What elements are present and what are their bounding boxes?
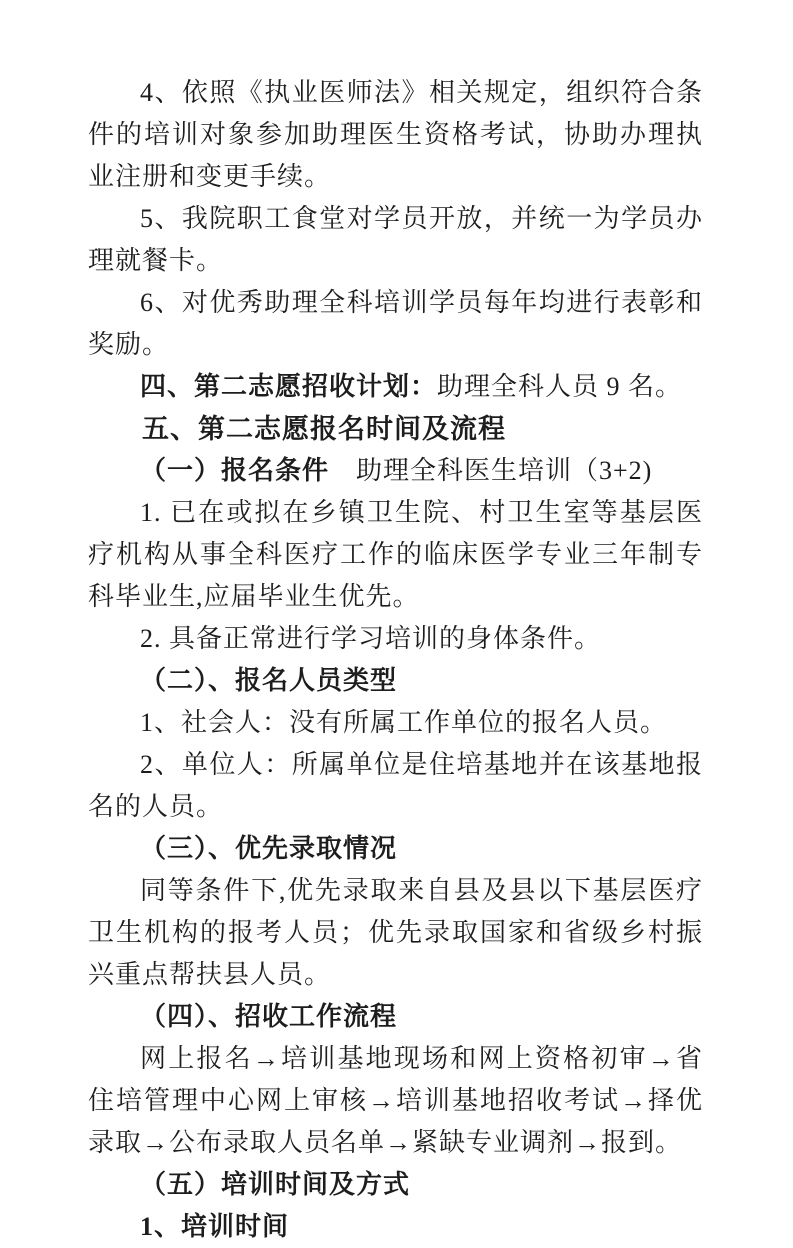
bold-text-run: （五）培训时间及方式 [140,1170,411,1199]
text-run: 5、我院职工食堂对学员开放，并统一为学员办理就餐卡。 [88,204,703,275]
paragraph-sub-1-signup-conditions [88,450,703,492]
paragraph-type-1 [88,702,703,744]
bold-text-run: （四）、招收工作流程 [140,1002,398,1031]
paragraph-section-5 [88,408,703,450]
text-run: 同等条件下,优先录取来自县及县以下基层医疗卫生机构的报考人员；优先录取国家和省级乡村振兴重点帮扶县人员。 [88,876,703,989]
text-run: 1、社会人：没有所属工作单位的报名人员。 [140,708,668,737]
bold-text-run: （一）报名条件 [140,456,330,485]
paragraph-item-4 [88,72,703,198]
text-run: 助理全科医生培训（3+2) [329,456,653,485]
paragraph-condition-1 [88,492,703,618]
bold-text-run: 四、第二志愿招收计划： [140,372,438,401]
document-body [88,72,703,1248]
text-run: 2、单位人：所属单位是住培基地并在该基地报名的人员。 [88,750,703,821]
text-run: 1. 已在或拟在乡镇卫生院、村卫生室等基层医疗机构从事全科医疗工作的临床医学专业三年制专科毕业生,应届毕业生优先。 [88,498,703,611]
paragraph-process-flow [88,1038,703,1164]
paragraph-item-6 [88,282,703,366]
paragraph-sub-5-training-time-method [88,1164,703,1206]
bold-text-run: 五、第二志愿报名时间及流程 [142,414,506,444]
paragraph-sub-4-recruitment-process [88,996,703,1038]
text-run: 网上报名→培训基地现场和网上资格初审→省住培管理中心网上审核→培训基地招收考试→择优录取→公布录取人员名单→紧缺专业调剂→报到。 [88,1044,703,1157]
text-run: 2. 具备正常进行学习培训的身体条件。 [140,624,602,653]
bold-text-run: 1、培训时间 [140,1212,290,1241]
paragraph-type-2 [88,744,703,828]
paragraph-sub-2-applicant-types [88,660,703,702]
paragraph-condition-2 [88,618,703,660]
paragraph-item-5 [88,198,703,282]
paragraph-sub-3-priority-admission [88,828,703,870]
paragraph-priority-detail [88,870,703,996]
paragraph-training-time-heading [88,1206,703,1248]
text-run: 6、对优秀助理全科培训学员每年均进行表彰和奖励。 [88,288,703,359]
text-run: 4、依照《执业医师法》相关规定，组织符合条件的培训对象参加助理医生资格考试，协助办理执业注册和变更手续。 [88,78,703,191]
bold-text-run: （二）、报名人员类型 [140,666,398,695]
paragraph-section-4 [88,366,703,408]
bold-text-run: （三）、优先录取情况 [140,834,398,863]
text-run: 助理全科人员 9 名。 [437,372,683,401]
